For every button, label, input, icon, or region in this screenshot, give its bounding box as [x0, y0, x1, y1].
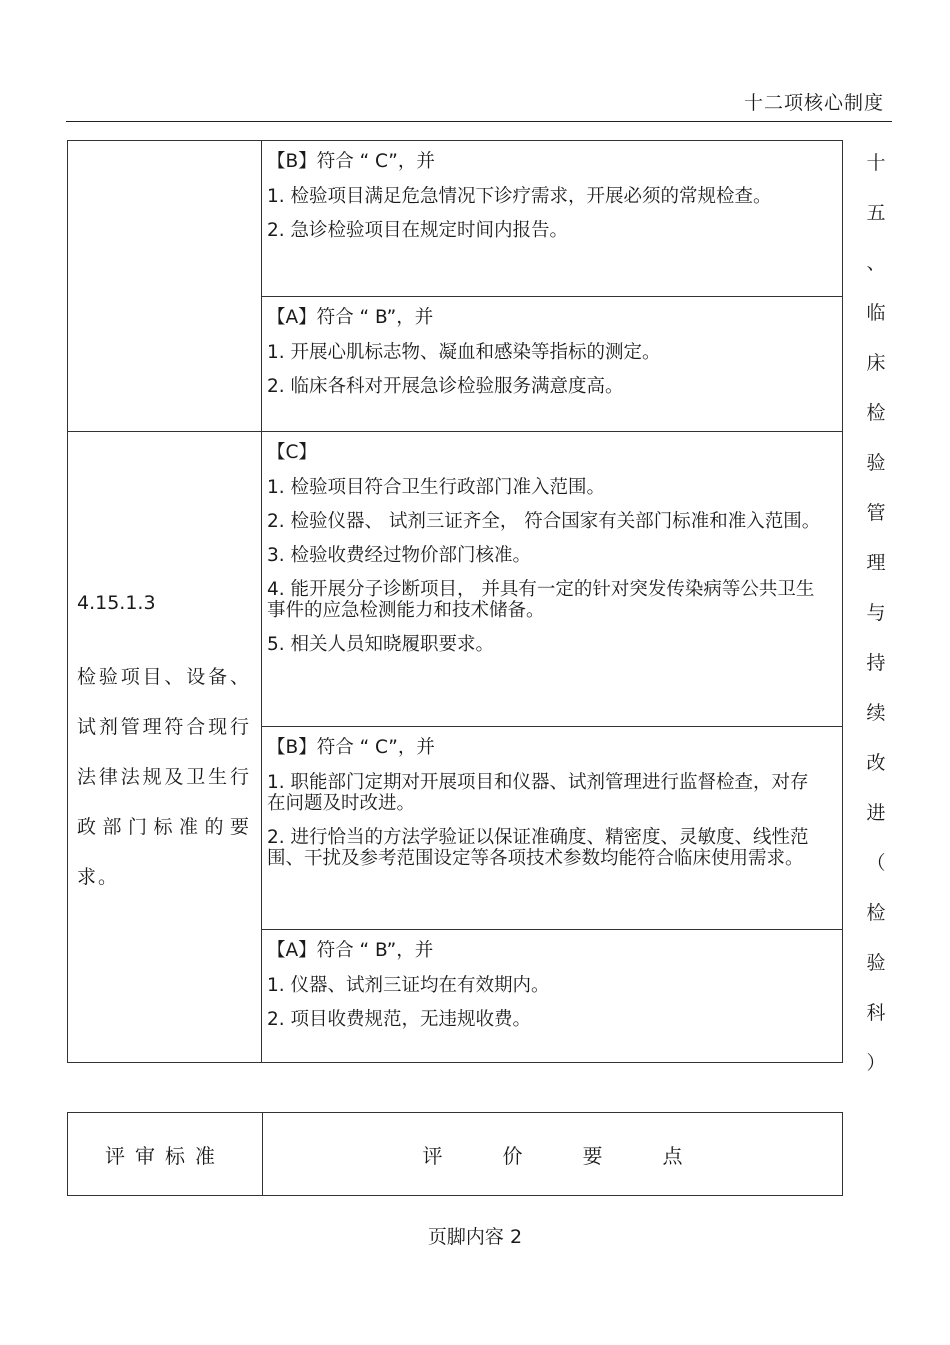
list-item: 5. 相关人员知晓履职要求。	[267, 634, 495, 655]
side-char: 检	[866, 902, 886, 924]
side-char: 持	[866, 652, 886, 674]
criteria-header-char: 要	[582, 1143, 603, 1168]
side-char: （	[866, 852, 886, 874]
list-item: 2. 检验仪器、 试剂三证齐全， 符合国家有关部门标准和准入范围。	[267, 511, 821, 532]
list-item: 1. 职能部门定期对开展项目和仪器、试剂管理进行监督检查，对存在问题及时改进。	[267, 772, 809, 814]
side-char: 续	[866, 702, 886, 724]
standard-block-a	[262, 930, 843, 1063]
standard-code: 4.15.1.3	[77, 592, 156, 614]
list-item: 1. 仪器、试剂三证均在有效期内。	[267, 975, 550, 996]
standard-cell	[68, 432, 262, 1063]
standard-block-b	[262, 727, 843, 930]
level-heading: 【B】符合 “ C”，并	[267, 737, 435, 758]
side-char: 十	[866, 152, 886, 174]
upper-block-a	[262, 297, 843, 432]
upper-block-b	[262, 141, 843, 297]
side-char: 五	[866, 202, 886, 224]
criteria-header-table	[67, 1112, 843, 1196]
level-heading: 【B】符合 “ C”，并	[267, 151, 435, 172]
criteria-header-char: 评	[422, 1143, 443, 1168]
side-section-title	[862, 150, 890, 1100]
side-char: 科	[866, 1002, 886, 1024]
list-item: 1. 开展心肌标志物、凝血和感染等指标的测定。	[267, 342, 661, 363]
level-heading: 【C】	[267, 442, 317, 463]
list-item: 2. 临床各科对开展急诊检验服务满意度高。	[267, 376, 624, 397]
list-item: 1. 检验项目符合卫生行政部门准入范围。	[267, 477, 606, 498]
side-char: 、	[866, 252, 886, 274]
side-char: 与	[866, 602, 886, 624]
list-item: 1. 检验项目满足危急情况下诊疗需求，开展必须的常规检查。	[267, 186, 772, 207]
standard-description: 检验项目、设备、试剂管理符合现行法律法规及卫生行政部门标准的要求。	[77, 666, 251, 888]
side-char: 检	[866, 402, 886, 424]
side-char: 进	[866, 802, 886, 824]
side-char: ）	[866, 1052, 886, 1074]
level-heading: 【A】符合 “ B”，并	[267, 940, 434, 961]
side-char: 床	[866, 352, 886, 374]
side-char: 改	[866, 752, 886, 774]
side-char: 验	[866, 452, 886, 474]
list-item: 2. 急诊检验项目在规定时间内报告。	[267, 220, 569, 241]
criteria-header-char: 价	[502, 1143, 523, 1168]
standard-block-c	[262, 432, 843, 727]
level-heading: 【A】符合 “ B”，并	[267, 307, 434, 328]
header-rule	[66, 121, 892, 122]
standards-table	[67, 140, 843, 1063]
side-char: 验	[866, 952, 886, 974]
criteria-header-char: 点	[662, 1143, 683, 1168]
criteria-header-left: 评审标准	[68, 1113, 263, 1196]
list-item: 4. 能开展分子诊断项目， 并具有一定的针对突发传染病等公共卫生事件的应急检测能力和技术储备。	[267, 579, 815, 621]
list-item: 2. 项目收费规范，无违规收费。	[267, 1009, 532, 1030]
side-char: 理	[866, 552, 886, 574]
page-footer: 页脚内容 2	[427, 1226, 523, 1248]
list-item: 3. 检验收费经过物价部门核准。	[267, 545, 532, 566]
list-item: 2. 进行恰当的方法学验证以保证准确度、精密度、灵敏度、线性范围、干扰及参考范围设定等各项技术参数均能符合临床使用需求。	[267, 827, 809, 869]
side-char: 临	[866, 302, 886, 324]
upper-left-cell	[68, 141, 262, 432]
side-char: 管	[866, 502, 886, 524]
criteria-header-right	[263, 1113, 843, 1196]
header-title: 十二项核心制度	[743, 92, 884, 114]
